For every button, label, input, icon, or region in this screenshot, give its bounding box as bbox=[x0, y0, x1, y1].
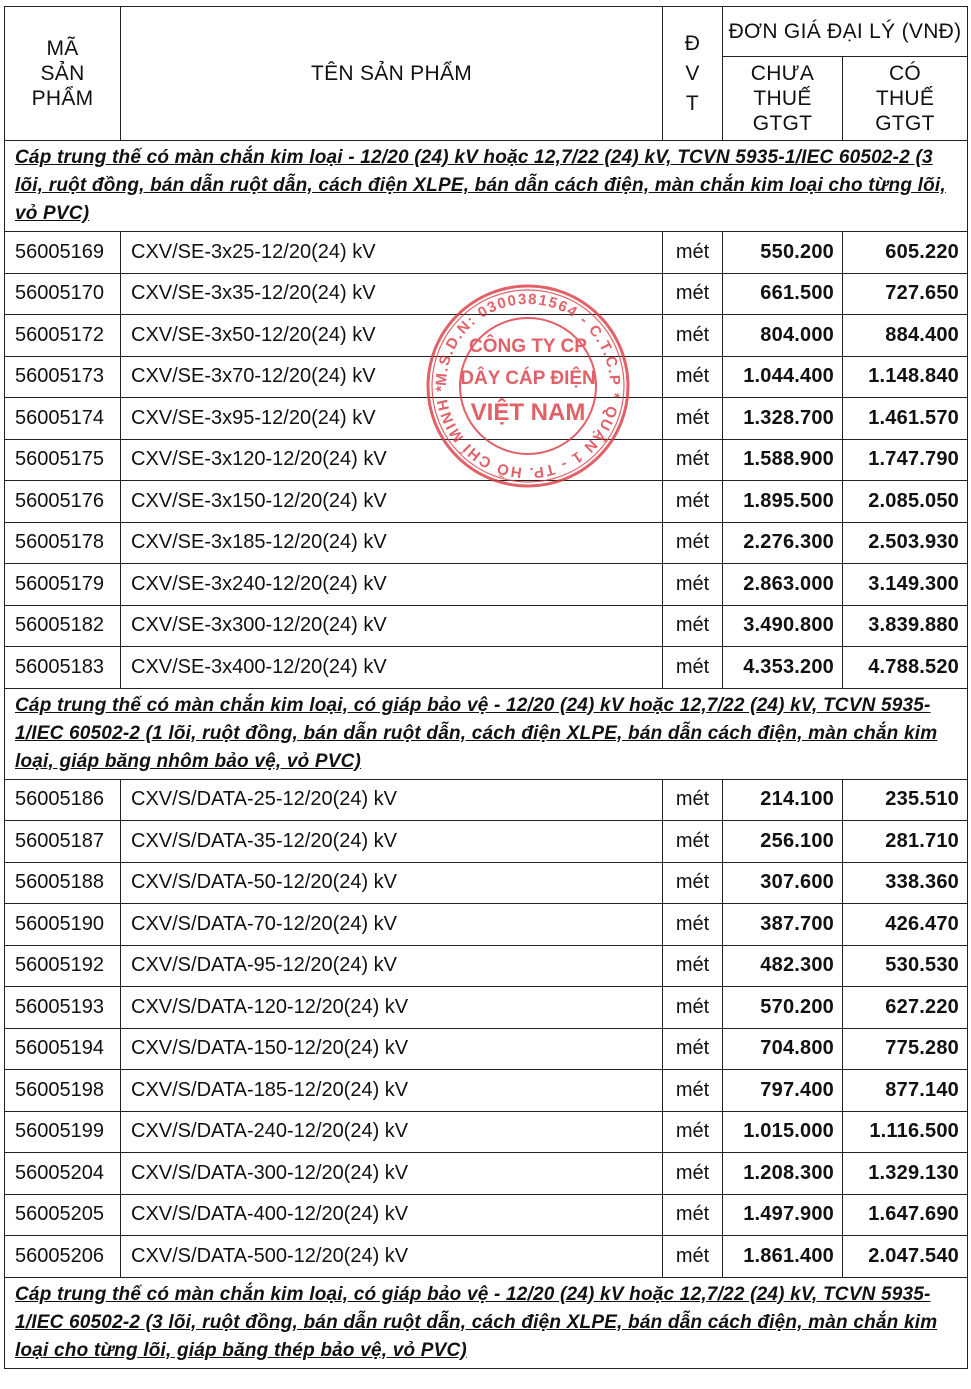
price-with-vat: 2.503.930 bbox=[843, 522, 968, 564]
price-with-vat: 2.085.050 bbox=[843, 481, 968, 523]
company-stamp bbox=[422, 280, 634, 492]
product-code: 56005175 bbox=[5, 439, 121, 481]
table-row bbox=[5, 1236, 968, 1278]
stamp-ring-text: M.S.D.N: 0300381564 - C.T.C.P * QUẬN 1 - TP. HỒ CHÍ MINH * bbox=[432, 290, 624, 482]
product-name: CXV/S/DATA-35-12/20(24) kV bbox=[121, 821, 663, 863]
header-price-no-vat: CHƯA THUẾ GTGT bbox=[723, 57, 843, 141]
table-row bbox=[5, 779, 968, 821]
price-no-vat: 797.400 bbox=[723, 1070, 843, 1112]
price-with-vat: 338.360 bbox=[843, 862, 968, 904]
stamp-line-1: CÔNG TY CP bbox=[469, 336, 587, 357]
price-no-vat: 704.800 bbox=[723, 1028, 843, 1070]
table-row bbox=[5, 987, 968, 1029]
unit-cell: mét bbox=[663, 1153, 723, 1195]
table-row bbox=[5, 1070, 968, 1112]
section-heading-row bbox=[5, 141, 968, 232]
price-no-vat: 387.700 bbox=[723, 904, 843, 946]
header-price-group: ĐƠN GIÁ ĐẠI LÝ (VNĐ) bbox=[723, 7, 968, 57]
price-no-vat: 570.200 bbox=[723, 987, 843, 1029]
section-title: Cáp trung thế có màn chắn kim loại - 12/20 (24) kV hoặc 12,7/22 (24) kV, TCVN 5935-1/IEC 60502-2 (3 lõi, ruột đồng, bán dẫn ruột dẫn, cách điện XLPE, bán dẫn cách điện, màn chắn kim loại cho từng lõi, vỏ PVC) bbox=[5, 141, 968, 232]
price-no-vat: 1.015.000 bbox=[723, 1111, 843, 1153]
product-name: CXV/S/DATA-50-12/20(24) kV bbox=[121, 862, 663, 904]
stamp-line-2: DÂY CÁP ĐIỆN bbox=[460, 368, 596, 389]
stamp-line-3: VIỆT NAM bbox=[470, 399, 586, 426]
price-with-vat: 426.470 bbox=[843, 904, 968, 946]
product-name: CXV/S/DATA-300-12/20(24) kV bbox=[121, 1153, 663, 1195]
header-price-with-vat: CÓ THUẾ GTGT bbox=[843, 57, 968, 141]
product-code: 56005192 bbox=[5, 945, 121, 987]
unit-cell: mét bbox=[663, 1028, 723, 1070]
price-with-vat: 1.461.570 bbox=[843, 398, 968, 440]
unit-cell: mét bbox=[663, 1111, 723, 1153]
price-no-vat: 1.328.700 bbox=[723, 398, 843, 440]
price-with-vat: 3.839.880 bbox=[843, 605, 968, 647]
product-name: CXV/SE-3x400-12/20(24) kV bbox=[121, 647, 663, 689]
price-no-vat: 2.863.000 bbox=[723, 564, 843, 606]
product-name: CXV/S/DATA-500-12/20(24) kV bbox=[121, 1236, 663, 1278]
unit-cell: mét bbox=[663, 398, 723, 440]
unit-cell: mét bbox=[663, 945, 723, 987]
product-name: CXV/S/DATA-185-12/20(24) kV bbox=[121, 1070, 663, 1112]
section-heading-row bbox=[5, 688, 968, 779]
product-name: CXV/SE-3x120-12/20(24) kV bbox=[121, 439, 663, 481]
unit-cell: mét bbox=[663, 232, 723, 274]
table-row bbox=[5, 647, 968, 689]
price-no-vat: 804.000 bbox=[723, 315, 843, 357]
table-row bbox=[5, 1028, 968, 1070]
unit-cell: mét bbox=[663, 647, 723, 689]
product-code: 56005187 bbox=[5, 821, 121, 863]
price-no-vat: 307.600 bbox=[723, 862, 843, 904]
product-code: 56005199 bbox=[5, 1111, 121, 1153]
price-no-vat: 482.300 bbox=[723, 945, 843, 987]
price-with-vat: 727.650 bbox=[843, 273, 968, 315]
price-with-vat: 775.280 bbox=[843, 1028, 968, 1070]
product-name: CXV/S/DATA-95-12/20(24) kV bbox=[121, 945, 663, 987]
section-title: Cáp trung thế có màn chắn kim loại, có giáp bảo vệ - 12/20 (24) kV hoặc 12,7/22 (24) kV, TCVN 5935-1/IEC 60502-2 (3 lõi, ruột đồng, bán dẫn ruột dẫn, cách điện XLPE, bán dẫn cách điện, màn chắn kim loại cho từng lõi, giáp băng thép bảo vệ, vỏ PVC) bbox=[5, 1277, 968, 1368]
table-row bbox=[5, 821, 968, 863]
product-name: CXV/S/DATA-240-12/20(24) kV bbox=[121, 1111, 663, 1153]
product-name: CXV/SE-3x35-12/20(24) kV bbox=[121, 273, 663, 315]
product-code: 56005174 bbox=[5, 398, 121, 440]
product-name: CXV/SE-3x150-12/20(24) kV bbox=[121, 481, 663, 523]
price-no-vat: 1.895.500 bbox=[723, 481, 843, 523]
product-code: 56005204 bbox=[5, 1153, 121, 1195]
product-name: CXV/S/DATA-120-12/20(24) kV bbox=[121, 987, 663, 1029]
unit-cell: mét bbox=[663, 779, 723, 821]
price-with-vat: 1.116.500 bbox=[843, 1111, 968, 1153]
product-name: CXV/S/DATA-400-12/20(24) kV bbox=[121, 1194, 663, 1236]
unit-cell: mét bbox=[663, 315, 723, 357]
price-with-vat: 281.710 bbox=[843, 821, 968, 863]
price-no-vat: 214.100 bbox=[723, 779, 843, 821]
unit-cell: mét bbox=[663, 439, 723, 481]
product-code: 56005170 bbox=[5, 273, 121, 315]
product-code: 56005188 bbox=[5, 862, 121, 904]
unit-cell: mét bbox=[663, 356, 723, 398]
price-with-vat: 4.788.520 bbox=[843, 647, 968, 689]
price-with-vat: 235.510 bbox=[843, 779, 968, 821]
product-name: CXV/SE-3x70-12/20(24) kV bbox=[121, 356, 663, 398]
price-with-vat: 1.747.790 bbox=[843, 439, 968, 481]
product-code: 56005190 bbox=[5, 904, 121, 946]
table-row bbox=[5, 605, 968, 647]
product-code: 56005194 bbox=[5, 1028, 121, 1070]
product-code: 56005182 bbox=[5, 605, 121, 647]
product-name: CXV/SE-3x185-12/20(24) kV bbox=[121, 522, 663, 564]
unit-cell: mét bbox=[663, 481, 723, 523]
product-name: CXV/S/DATA-150-12/20(24) kV bbox=[121, 1028, 663, 1070]
product-name: CXV/SE-3x25-12/20(24) kV bbox=[121, 232, 663, 274]
table-row bbox=[5, 232, 968, 274]
price-no-vat: 256.100 bbox=[723, 821, 843, 863]
product-name: CXV/SE-3x95-12/20(24) kV bbox=[121, 398, 663, 440]
price-with-vat: 1.647.690 bbox=[843, 1194, 968, 1236]
product-code: 56005183 bbox=[5, 647, 121, 689]
product-name: CXV/S/DATA-25-12/20(24) kV bbox=[121, 779, 663, 821]
price-with-vat: 1.329.130 bbox=[843, 1153, 968, 1195]
unit-cell: mét bbox=[663, 605, 723, 647]
unit-cell: mét bbox=[663, 1194, 723, 1236]
price-no-vat: 1.861.400 bbox=[723, 1236, 843, 1278]
product-name: CXV/SE-3x300-12/20(24) kV bbox=[121, 605, 663, 647]
price-no-vat: 1.588.900 bbox=[723, 439, 843, 481]
product-code: 56005193 bbox=[5, 987, 121, 1029]
price-no-vat: 661.500 bbox=[723, 273, 843, 315]
product-code: 56005179 bbox=[5, 564, 121, 606]
product-code: 56005173 bbox=[5, 356, 121, 398]
unit-cell: mét bbox=[663, 904, 723, 946]
price-no-vat: 1.044.400 bbox=[723, 356, 843, 398]
header-unit: ĐVT bbox=[663, 7, 723, 141]
table-row bbox=[5, 904, 968, 946]
price-with-vat: 3.149.300 bbox=[843, 564, 968, 606]
product-code: 56005176 bbox=[5, 481, 121, 523]
unit-cell: mét bbox=[663, 522, 723, 564]
table-row bbox=[5, 862, 968, 904]
unit-cell: mét bbox=[663, 862, 723, 904]
price-no-vat: 4.353.200 bbox=[723, 647, 843, 689]
product-code: 56005206 bbox=[5, 1236, 121, 1278]
price-no-vat: 1.208.300 bbox=[723, 1153, 843, 1195]
price-with-vat: 627.220 bbox=[843, 987, 968, 1029]
product-name: CXV/S/DATA-70-12/20(24) kV bbox=[121, 904, 663, 946]
table-row bbox=[5, 1194, 968, 1236]
header-name: TÊN SẢN PHẨM bbox=[121, 7, 663, 141]
price-with-vat: 605.220 bbox=[843, 232, 968, 274]
price-no-vat: 550.200 bbox=[723, 232, 843, 274]
price-table bbox=[4, 6, 968, 1369]
unit-cell: mét bbox=[663, 1070, 723, 1112]
table-row bbox=[5, 1111, 968, 1153]
table-row bbox=[5, 945, 968, 987]
price-no-vat: 2.276.300 bbox=[723, 522, 843, 564]
product-code: 56005205 bbox=[5, 1194, 121, 1236]
table-row bbox=[5, 522, 968, 564]
unit-cell: mét bbox=[663, 821, 723, 863]
table-header bbox=[5, 7, 968, 141]
product-code: 56005169 bbox=[5, 232, 121, 274]
section-heading-row bbox=[5, 1277, 968, 1368]
price-no-vat: 1.497.900 bbox=[723, 1194, 843, 1236]
unit-cell: mét bbox=[663, 1236, 723, 1278]
price-with-vat: 1.148.840 bbox=[843, 356, 968, 398]
price-with-vat: 530.530 bbox=[843, 945, 968, 987]
unit-cell: mét bbox=[663, 564, 723, 606]
table-row bbox=[5, 564, 968, 606]
section-title: Cáp trung thế có màn chắn kim loại, có giáp bảo vệ - 12/20 (24) kV hoặc 12,7/22 (24) kV, TCVN 5935-1/IEC 60502-2 (1 lõi, ruột đồng, bán dẫn ruột dẫn, cách điện XLPE, bán dẫn cách điện, màn chắn kim loại, giáp băng nhôm bảo vệ, vỏ PVC) bbox=[5, 688, 968, 779]
product-code: 56005172 bbox=[5, 315, 121, 357]
unit-cell: mét bbox=[663, 273, 723, 315]
table-row bbox=[5, 1153, 968, 1195]
product-name: CXV/SE-3x240-12/20(24) kV bbox=[121, 564, 663, 606]
price-with-vat: 877.140 bbox=[843, 1070, 968, 1112]
product-name: CXV/SE-3x50-12/20(24) kV bbox=[121, 315, 663, 357]
product-code: 56005178 bbox=[5, 522, 121, 564]
price-no-vat: 3.490.800 bbox=[723, 605, 843, 647]
product-code: 56005186 bbox=[5, 779, 121, 821]
unit-cell: mét bbox=[663, 987, 723, 1029]
product-code: 56005198 bbox=[5, 1070, 121, 1112]
price-with-vat: 2.047.540 bbox=[843, 1236, 968, 1278]
header-code: MÃ SẢN PHẨM bbox=[5, 7, 121, 141]
price-with-vat: 884.400 bbox=[843, 315, 968, 357]
